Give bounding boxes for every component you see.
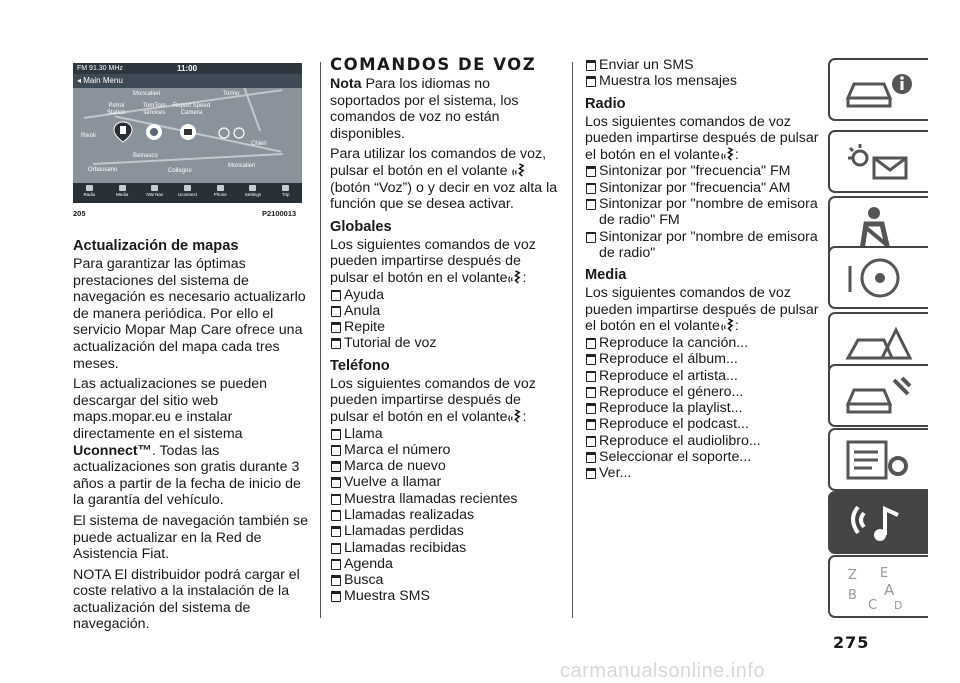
tomtom-services-button[interactable]: TomTom services [143,103,166,116]
paragraph: Los siguientes comandos de voz pueden impartirse después de pulsar el botón en el volante : [330,236,536,286]
warning-light-icon [844,140,914,184]
map-label: Rivoli [81,133,96,139]
map-label: Moncalieri [228,163,256,169]
list-item: Llamadas realizadas [330,507,562,523]
navigation-screenshot [73,63,302,203]
list-item: Muestra SMS [330,588,562,604]
svg-text:Z: Z [848,568,857,583]
list-item: Enviar un SMS [585,57,821,73]
section-heading: Actualización de mapas [73,238,239,254]
list-item: Muestra llamadas recientes [330,491,562,507]
map-label: Collegno [168,168,192,174]
nav-media[interactable]: Media [106,183,139,203]
subheading-telefono: Teléfono [330,357,390,374]
svg-text:B: B [848,588,857,603]
bottom-nav-bar [73,183,302,203]
voice-button-icon [507,409,522,424]
list-item: Marca el número [330,442,562,458]
paragraph: NOTA El distribuidor podrá cargar el coste relativo a la instalación de la actualización del sistema de navegación. [73,566,300,633]
paragraph: Los siguientes comandos de voz pueden impartirse después de pulsar el botón en el volante : [585,285,819,335]
list-item: Reproduce la playlist... [585,400,821,416]
voice-button-icon [720,147,735,162]
list-item: Vuelve a llamar [330,474,562,490]
list-item: Reproduce el podcast... [585,416,821,432]
column-divider [320,62,321,618]
svg-text:A: A [884,581,895,599]
column-3 [585,57,821,482]
list-item: Sintonizar por "frecuencia" FM [585,163,821,179]
list-item: Anula [330,303,562,319]
clock: 11:00 [177,64,198,73]
main-menu-header[interactable] [73,74,302,88]
subheading-media: Media [585,267,627,284]
list-item: Reproduce el audiolibro... [585,433,821,449]
back-icon[interactable]: ◂ [77,76,82,85]
list-item: Llama [330,426,562,442]
svg-text:C: C [868,598,878,613]
steering-wheel-icon [844,256,914,300]
list-item: Reproduce el artista... [585,368,821,384]
car-info-icon [844,68,914,112]
figure-code: P2100013 [262,209,297,218]
list-item: Reproduce el álbum... [585,351,821,367]
map-label: Beinasco [133,153,158,159]
breakdown-icon [844,322,914,366]
voice-button-icon [507,270,522,285]
list-item: Llamadas perdidas [330,523,562,539]
list-item: Seleccionar el soporte... [585,449,821,465]
list-item: Ayuda [330,287,562,303]
map-label: Orbassano [88,167,118,173]
nav-radio[interactable]: Radio [73,183,106,203]
list-item: Reproduce el género... [585,384,821,400]
section-title: COMANDOS DE VOZ [330,55,537,74]
nav-phone[interactable]: Phone [204,183,237,203]
paragraph: Las actualizaciones se pueden descargar del sitio web maps.mopar.eu e instalar directamente en el sistema Uconnect™. Todas las actualizaciones son gratis durante 3 años a partir de la fecha de inicio de la garantía del vehículo. [73,376,301,509]
petrol-pin-icon [113,121,133,143]
nav-uconnect[interactable]: Uconnect [171,183,204,203]
speed-camera-button[interactable]: Report Speed Camera [173,103,211,116]
list-item: Agenda [330,556,562,572]
svg-text:E: E [880,566,889,581]
multimedia-icon [844,501,914,545]
status-bar [73,63,302,74]
map-label: Moncalieri [133,91,161,97]
tab-car-info[interactable] [828,58,928,121]
list-item: Busca [330,572,562,588]
list-item: Muestra los mensajes [585,73,821,89]
figure-number: 205 [73,209,86,218]
settings-icons [218,126,248,140]
list-item: Ver... [585,465,821,481]
list-item: Marca de nuevo [330,458,562,474]
svg-text:D: D [894,599,903,612]
alphabet-index-icon [844,565,914,613]
speed-camera-icon [179,123,197,141]
tab-technical-data[interactable] [828,428,928,491]
tab-maintenance[interactable] [828,364,928,427]
paragraph: Los siguientes comandos de voz pueden impartirse después de pulsar el botón en el volante : [585,113,819,163]
list-item: Sintonizar por "frecuencia" AM [585,180,821,196]
paragraph: Para garantizar las óptimas prestaciones del sistema de navegación es necesario actualizarlo de manera periódica. Por ello el servicio Mopar Map Care ofrece una actualización del mapa cada tres meses. [73,256,306,372]
tab-driving[interactable] [828,246,928,309]
list-item: Sintonizar por "nombre de emisora de radio" [585,229,821,262]
tab-index[interactable] [828,555,928,618]
list-item: Sintonizar por "nombre de emisora de radio" FM [585,196,821,229]
radio-status: FM 91.30 MHz [77,65,123,72]
list-item: Reproduce la canción... [585,335,821,351]
list-item: Tutorial de voz [330,335,562,351]
petrol-station-button[interactable]: Petrol Station [107,103,126,116]
column-divider [572,62,573,618]
paragraph: Los siguientes comandos de voz pueden impartirse después de pulsar el botón en el volante : [330,375,536,425]
subheading-radio: Radio [585,95,626,112]
menu-title: Main Menu [83,76,123,85]
nav-settings[interactable]: Settings [237,183,270,203]
list-item: Llamadas recibidas [330,540,562,556]
paragraph: El sistema de navegación también se puede actualizar en la Red de Asistencia Fiat. [73,512,309,563]
tomtom-icon [145,123,163,141]
car-service-icon [844,374,914,418]
list-item: Repite [330,319,562,335]
note-paragraph: Nota Para los idiomas no soportados por el sistema, los comandos de voz no están disponibles. [330,76,519,142]
map-label: Chieri [251,141,267,147]
nav-navigation[interactable]: NW Nav [138,183,171,203]
nav-trip[interactable]: Trip [269,183,302,203]
watermark: carmanualsonline.info [560,660,766,682]
map-label: Torino [223,91,240,97]
voice-button-icon [511,163,526,178]
paragraph: Para utilizar los comandos de voz, pulsar el botón en el volante (botón “Voz”) o y decir en voz alta la función que se desea activar. [330,146,558,213]
column-2 [330,55,562,605]
subheading-globales: Globales [330,218,392,235]
tab-lights-warnings[interactable] [828,130,928,193]
voice-button-icon [720,318,735,333]
tab-multimedia[interactable] [828,491,928,554]
column-1 [73,238,313,637]
specs-gear-icon [844,438,914,482]
page-number: 275 [833,633,870,652]
